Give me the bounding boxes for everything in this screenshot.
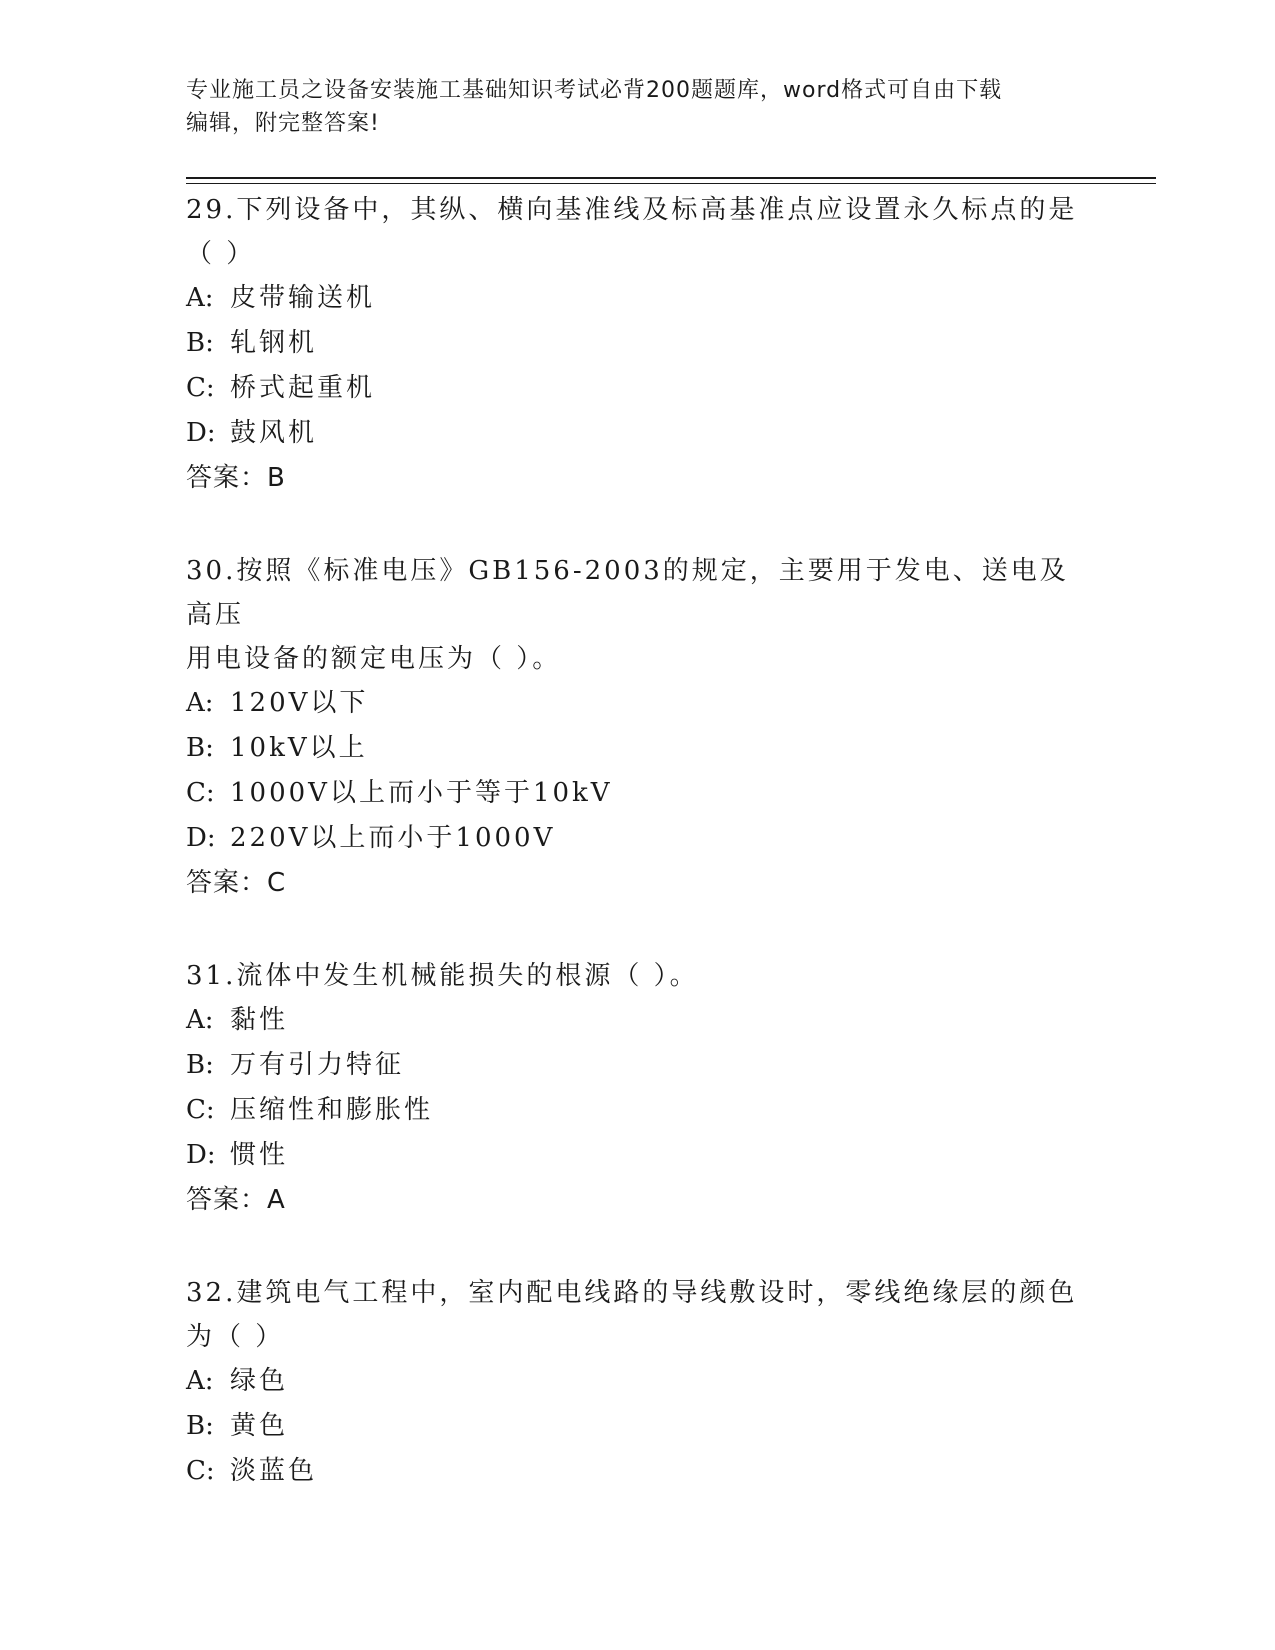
option-letter: B:	[186, 733, 214, 763]
option-a	[186, 998, 1086, 1043]
option-text: 黄色	[230, 1411, 289, 1441]
option-text: 万有引力特征	[230, 1050, 405, 1080]
option-text: 绿色	[230, 1366, 289, 1396]
option-text: 220V以上而小于1000V	[230, 823, 556, 853]
option-text: 轧钢机	[230, 328, 318, 358]
question-stem-line: 29.下列设备中，其纵、横向基准线及标高基准点应设置永久标点的是	[186, 195, 1078, 225]
question-stem-line: （ ）	[186, 239, 256, 269]
answer-line: 答案：C	[186, 868, 287, 898]
option-d	[186, 1133, 1086, 1178]
option-letter: B:	[186, 1050, 214, 1080]
option-text: 鼓风机	[230, 418, 318, 448]
answer-line: 答案：B	[186, 463, 286, 493]
option-b	[186, 1043, 1086, 1088]
option-d	[186, 816, 1086, 861]
option-c	[186, 1449, 1086, 1494]
header-line-1: 专业施工员之设备安装施工基础知识考试必背200题题库，word格式可自由下载	[186, 78, 1003, 103]
option-letter: D:	[186, 823, 216, 853]
option-text: 1000V以上而小于等于10kV	[230, 778, 613, 808]
option-c	[186, 366, 1086, 411]
question-stem-line: 31.流体中发生机械能损失的根源（ ）。	[186, 961, 699, 991]
option-letter: A:	[186, 1005, 214, 1035]
answer-line: 答案：A	[186, 1185, 286, 1215]
option-letter: A:	[186, 688, 214, 718]
option-c	[186, 771, 1086, 816]
header-line-2: 编辑，附完整答案!	[186, 111, 380, 136]
option-b	[186, 1404, 1086, 1449]
option-text: 皮带输送机	[230, 283, 376, 313]
question-31	[186, 954, 1086, 1223]
question-stem-line: 用电设备的额定电压为（ ）。	[186, 644, 562, 674]
option-d	[186, 411, 1086, 456]
option-letter: C:	[186, 1095, 215, 1125]
option-text: 淡蓝色	[230, 1456, 318, 1486]
option-letter: D:	[186, 418, 216, 448]
option-letter: A:	[186, 1366, 214, 1396]
option-text: 黏性	[230, 1005, 289, 1035]
option-text: 120V以下	[230, 688, 369, 718]
option-letter: C:	[186, 1456, 215, 1486]
header-divider-thick	[186, 177, 1156, 179]
document-header	[186, 74, 1066, 140]
question-stem-line: 为（ ）	[186, 1322, 285, 1352]
option-letter: B:	[186, 1411, 214, 1441]
option-b	[186, 726, 1086, 771]
question-32	[186, 1271, 1086, 1494]
header-divider-thin	[186, 183, 1156, 184]
option-letter: D:	[186, 1140, 216, 1170]
question-29	[186, 188, 1086, 501]
question-stem-line: 30.按照《标准电压》GB156-2003的规定，主要用于发电、送电及高压	[186, 556, 1069, 630]
option-b	[186, 321, 1086, 366]
option-a	[186, 276, 1086, 321]
option-a	[186, 1359, 1086, 1404]
question-stem-line: 32.建筑电气工程中，室内配电线路的导线敷设时，零线绝缘层的颜色	[186, 1278, 1078, 1308]
option-text: 桥式起重机	[230, 373, 376, 403]
option-text: 压缩性和膨胀性	[230, 1095, 434, 1125]
option-text: 惯性	[230, 1140, 289, 1170]
question-list	[186, 188, 1086, 1542]
option-letter: C:	[186, 778, 215, 808]
question-30	[186, 549, 1086, 906]
option-letter: C:	[186, 373, 215, 403]
option-letter: B:	[186, 328, 214, 358]
option-a	[186, 681, 1086, 726]
option-text: 10kV以上	[230, 733, 368, 763]
option-letter: A:	[186, 283, 214, 313]
option-c	[186, 1088, 1086, 1133]
